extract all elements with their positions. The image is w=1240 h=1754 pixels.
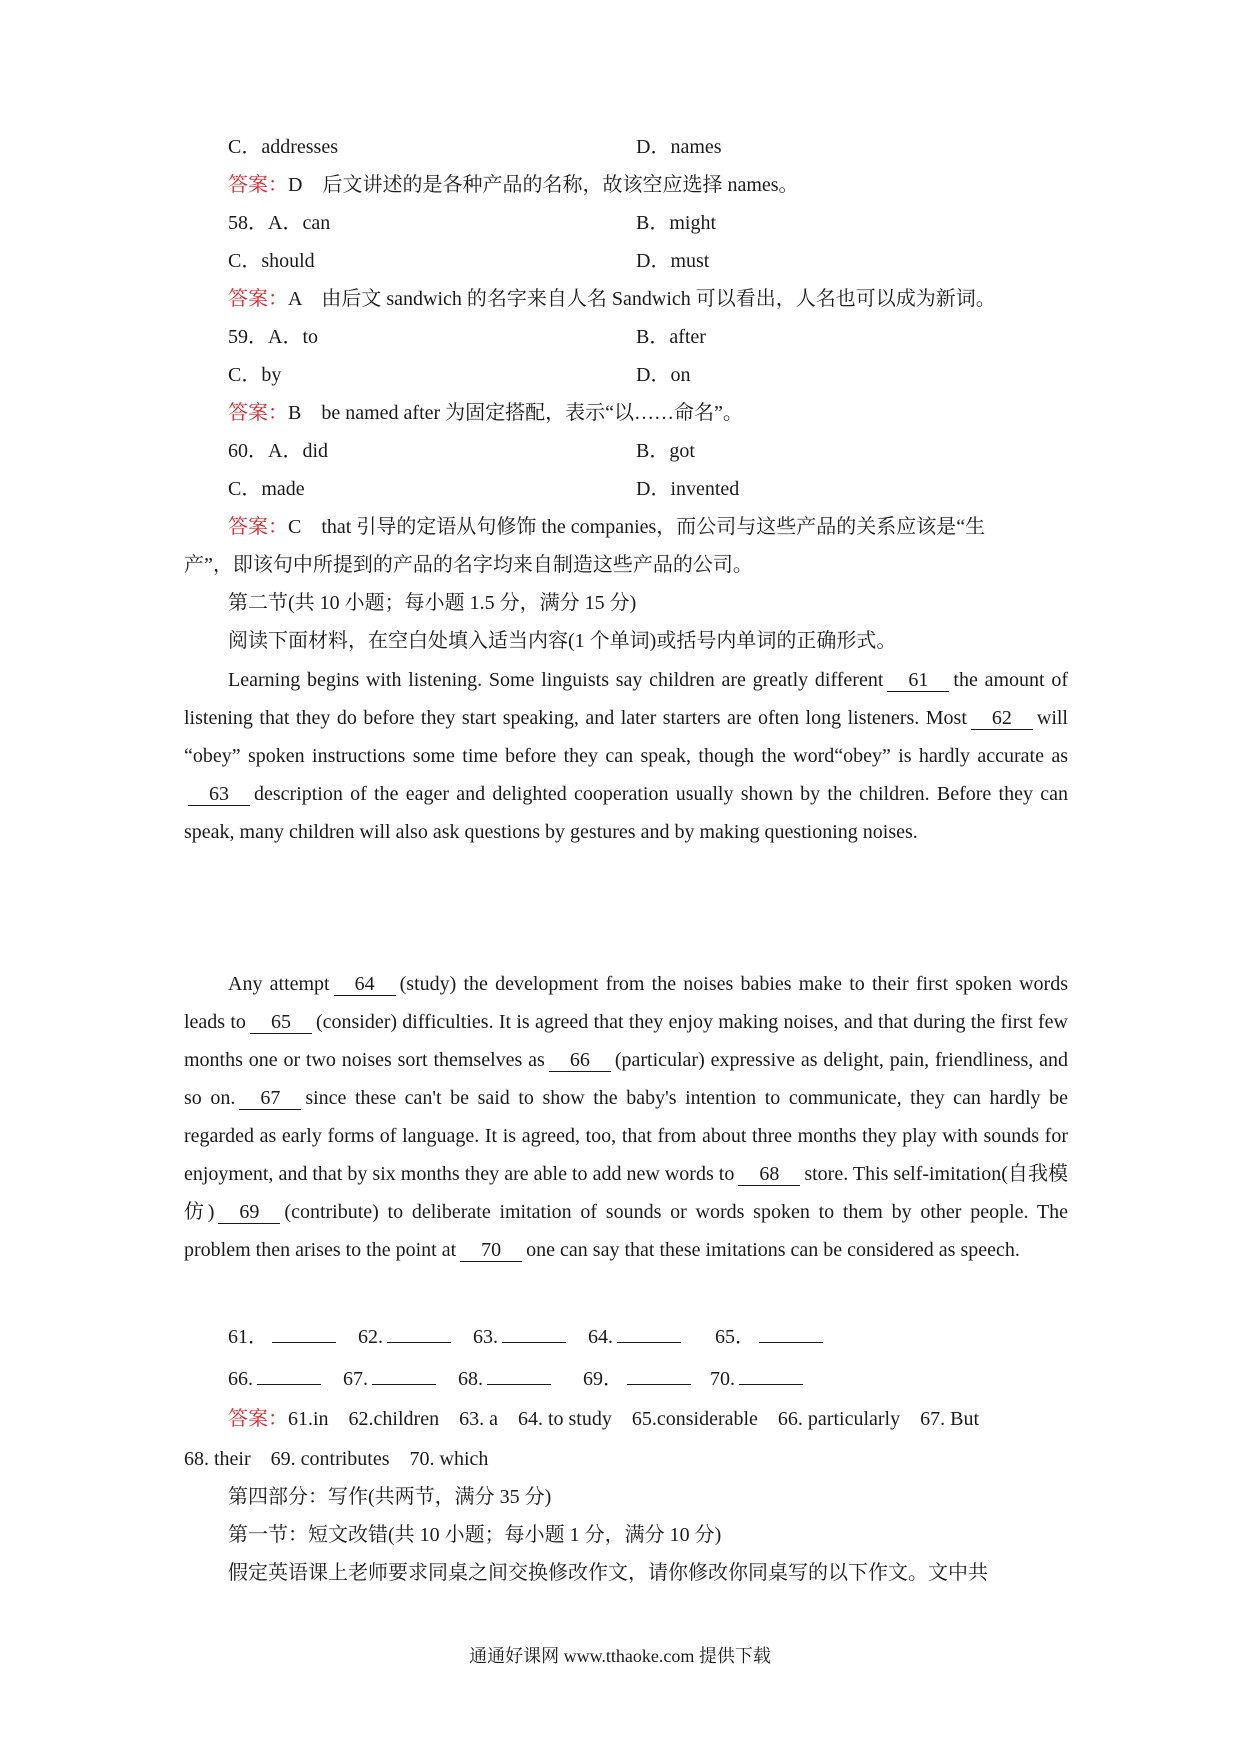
answer-58 [228, 286, 996, 312]
option-60-d: D．invented [636, 478, 740, 500]
passage-text: (contribute) to deliberate imitation of sounds or words spoken to them by other people. The problem then arises to the point at [184, 1201, 1068, 1261]
option-58-d: D．must [636, 250, 710, 272]
answer-57 [228, 172, 799, 198]
passage-text: (particular) expressive as delight, pain, friendliness, and so on. [184, 1049, 1069, 1109]
answers-section-2 [228, 1406, 979, 1432]
passage-paragraph-1 [184, 661, 1068, 851]
answer-slot-65[interactable]: 65． [715, 1322, 823, 1350]
passage-text: description of the eager and delighted cooperation usually shown by the children. Before they can speak, many children will also ask questions by gestures and by making questioning noises. [184, 783, 1068, 843]
option-60-c: C．made [228, 478, 305, 500]
blank-62: 62 [971, 707, 1033, 730]
answers-section-2-continued: 68. their 69. contributes 70. which [184, 1448, 489, 1470]
passage-text: one can say that these imitations can be considered as speech. [526, 1239, 1020, 1261]
answer-label: 答案： [228, 516, 288, 538]
blank-70: 70 [460, 1239, 522, 1262]
answer-text: 61.in 62.children 63. a 64. to study 65.considerable 66. particularly 67. But [288, 1408, 979, 1430]
answer-slots-row-2 [228, 1364, 1028, 1390]
answer-text: D 后文讲述的是各种产品的名称，故该空应选择 names。 [288, 174, 799, 196]
answer-text: C that 引导的定语从句修饰 the companies，而公司与这些产品的关系应该是“生 [288, 516, 986, 538]
answer-slot-63[interactable]: 63. [473, 1322, 566, 1350]
answer-slot-62[interactable]: 62. [358, 1322, 451, 1350]
option-57-c: C．addresses [228, 136, 338, 158]
answer-text: B be named after 为固定搭配，表示“以……命名”。 [288, 402, 743, 424]
answer-slot-61[interactable]: 61． [228, 1322, 336, 1350]
answer-59 [228, 400, 743, 426]
passage-text: Learning begins with listening. Some linguists say children are greatly different [228, 669, 884, 691]
answer-slot-67[interactable]: 67. [343, 1364, 436, 1392]
passage-text: Any attempt [228, 973, 330, 995]
answer-slots-row-1 [228, 1322, 1028, 1348]
option-59-d: D．on [636, 364, 691, 386]
option-59-b: B．after [636, 326, 706, 348]
answer-slot-64[interactable]: 64. [588, 1322, 681, 1350]
blank-69: 69 [218, 1201, 280, 1224]
blank-63: 63 [188, 783, 250, 806]
answer-label: 答案： [228, 402, 288, 424]
option-58-a: 58．A．can [228, 212, 331, 234]
answer-label: 答案： [228, 174, 288, 196]
blank-64: 64 [334, 973, 396, 996]
answer-label: 答案： [228, 288, 288, 310]
passage-paragraph-2 [184, 965, 1068, 1269]
option-59-a: 59．A．to [228, 326, 318, 348]
passage-text: (consider) difficulties. It is agreed that they enjoy making noises, and that during the first few months one or two noises sort themselves as [184, 1011, 1068, 1071]
section-2-instruction: 阅读下面材料，在空白处填入适当内容(1 个单词)或括号内单词的正确形式。 [228, 630, 897, 652]
passage-text: store. This self-imitation(自我模仿) [184, 1163, 1068, 1223]
section-2-title: 第二节(共 10 小题；每小题 1.5 分，满分 15 分) [228, 592, 637, 614]
passage-text: (study) the development from the noises babies make to their first spoken words leads to [184, 973, 1068, 1033]
answer-slot-70[interactable]: 70. [710, 1364, 803, 1392]
blank-66: 66 [549, 1049, 611, 1072]
passage-text: will “obey” spoken instructions some time before they can speak, though the word“obey” is hardly accurate as [184, 707, 1068, 767]
answer-slot-68[interactable]: 68. [458, 1364, 551, 1392]
blank-67: 67 [239, 1087, 301, 1110]
part-4-section-1-title: 第一节：短文改错(共 10 小题；每小题 1 分，满分 10 分) [228, 1524, 722, 1546]
blank-65: 65 [250, 1011, 312, 1034]
option-58-b: B．might [636, 212, 717, 234]
blank-68: 68 [738, 1163, 800, 1186]
option-58-c: C．should [228, 250, 315, 272]
option-60-b: B．got [636, 440, 695, 462]
option-60-a: 60．A．did [228, 440, 328, 462]
answer-text: A 由后文 sandwich 的名字来自人名 Sandwich 可以看出，人名也可以成为新词。 [288, 288, 996, 310]
passage-text: the amount of listening that they do before they start speaking, and later starters are often long listeners. Most [184, 669, 1068, 729]
option-57-d: D．names [636, 136, 722, 158]
answer-slot-69[interactable]: 69． [583, 1364, 691, 1392]
answer-label: 答案： [228, 1408, 288, 1430]
page-footer: 通通好课网 www.tthaoke.com 提供下载 [469, 1646, 771, 1666]
answer-slot-66[interactable]: 66. [228, 1364, 321, 1392]
passage-text: since these can't be said to show the baby's intention to communicate, they can hardly be regarded as early forms of language. It is agreed, too, that from about three months they play with sounds for enjoyment, and that by six months they are able to add new words to [184, 1087, 1068, 1185]
part-4-title: 第四部分：写作(共两节，满分 35 分) [228, 1486, 552, 1508]
option-59-c: C．by [228, 364, 282, 386]
answer-60-continued: 产”，即该句中所提到的产品的名字均来自制造这些产品的公司。 [184, 554, 753, 576]
part-4-instruction: 假定英语课上老师要求同桌之间交换修改作文，请你修改你同桌写的以下作文。文中共 [228, 1562, 988, 1584]
answer-60 [228, 514, 985, 540]
blank-61: 61 [887, 669, 949, 692]
